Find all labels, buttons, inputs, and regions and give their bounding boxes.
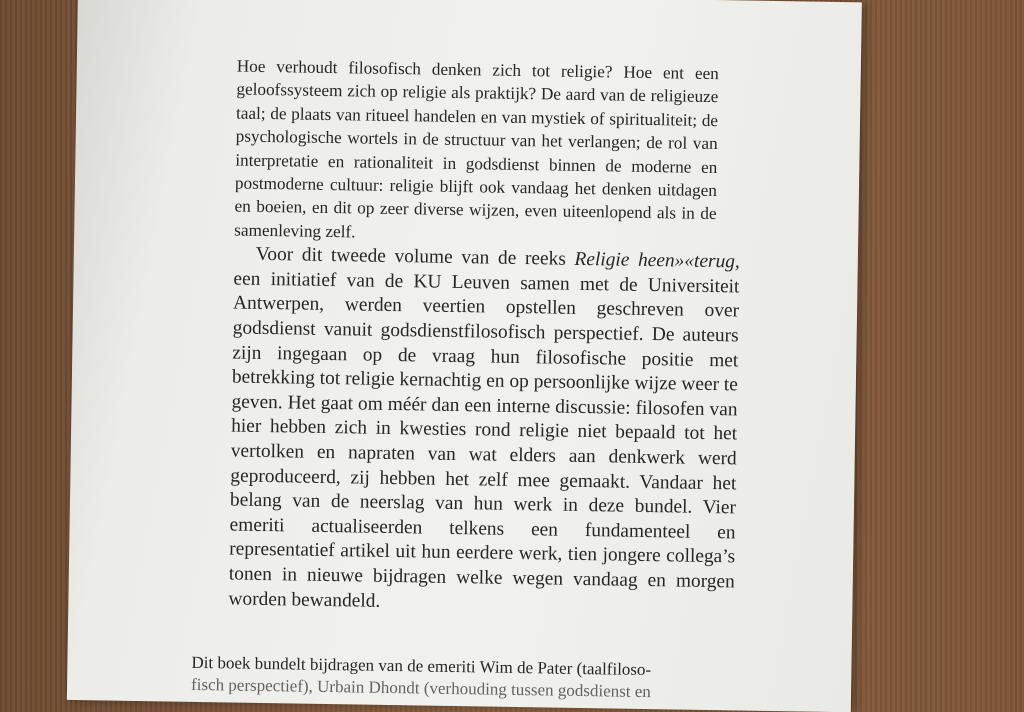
ku-abbreviation: KU — [413, 271, 442, 293]
paragraph-1: Hoe verhoudt filosofisch denken zich tot religie? Hoe ent een geloofssysteem zich op religie als praktijk? De aard van de religieuze taal; de plaats van ritueel handelen en van mystiek of spiritualiteit; de psychologische wortels in de structuur van het verlangen; de rol van interpretatie en rationaliteit in godsdienst binnen de moderne en postmoderne cultuur: religie blijft ook vandaag het denken uitdagen en boeien, en dit op zeer diverse wijzen, even uiteenlopend als in de samenleving zelf. — [234, 56, 719, 242]
blurb-text — [228, 55, 740, 620]
paragraph-2-rest: Leuven samen met de Universiteit Antwerpen, werden veertien opstellen geschreven over godsdienst vanuit godsdienstfilosofisch perspectief. De auteurs zijn ingegaan op de vraag hun filosofische positie met betrekking tot religie kernachtig en op persoonlijke wijze weer te geven. Het gaat om méér dan een interne discussie: filosofen van hier hebben zich in kwesties rond religie niet bepaald tot het vertolken en napraten van wat elders aan denkwerk werd geproduceerd, zij hebben het zelf mee gemaakt. Vandaar het belang van de neerslag van hun werk in deze bundel. Vier emeriti actualiseerden telkens een fundamenteel en representatief artikel uit hun eerdere werk, tien jongere collega’s tonen in nieuwe bijdragen welke wegen vandaag en morgen worden bewandeld. — [228, 271, 740, 612]
footer-line-1: Dit boek bundelt bijdragen van de emeriti Wim de Pater (taalfiloso- — [191, 652, 652, 680]
book-back-cover — [67, 0, 862, 712]
contributors-text — [191, 652, 798, 706]
paragraph-2-initiative: een initiatief van de — [233, 268, 414, 293]
series-title: Religie heen»«terug, — [574, 249, 740, 273]
paragraph-2 — [228, 243, 740, 620]
paragraph-2-intro: Voor dit tweede volume van de reeks — [255, 244, 575, 271]
footer-line-2: fisch perspectief), Urbain Dhondt (verhouding tussen godsdienst en — [190, 674, 652, 702]
